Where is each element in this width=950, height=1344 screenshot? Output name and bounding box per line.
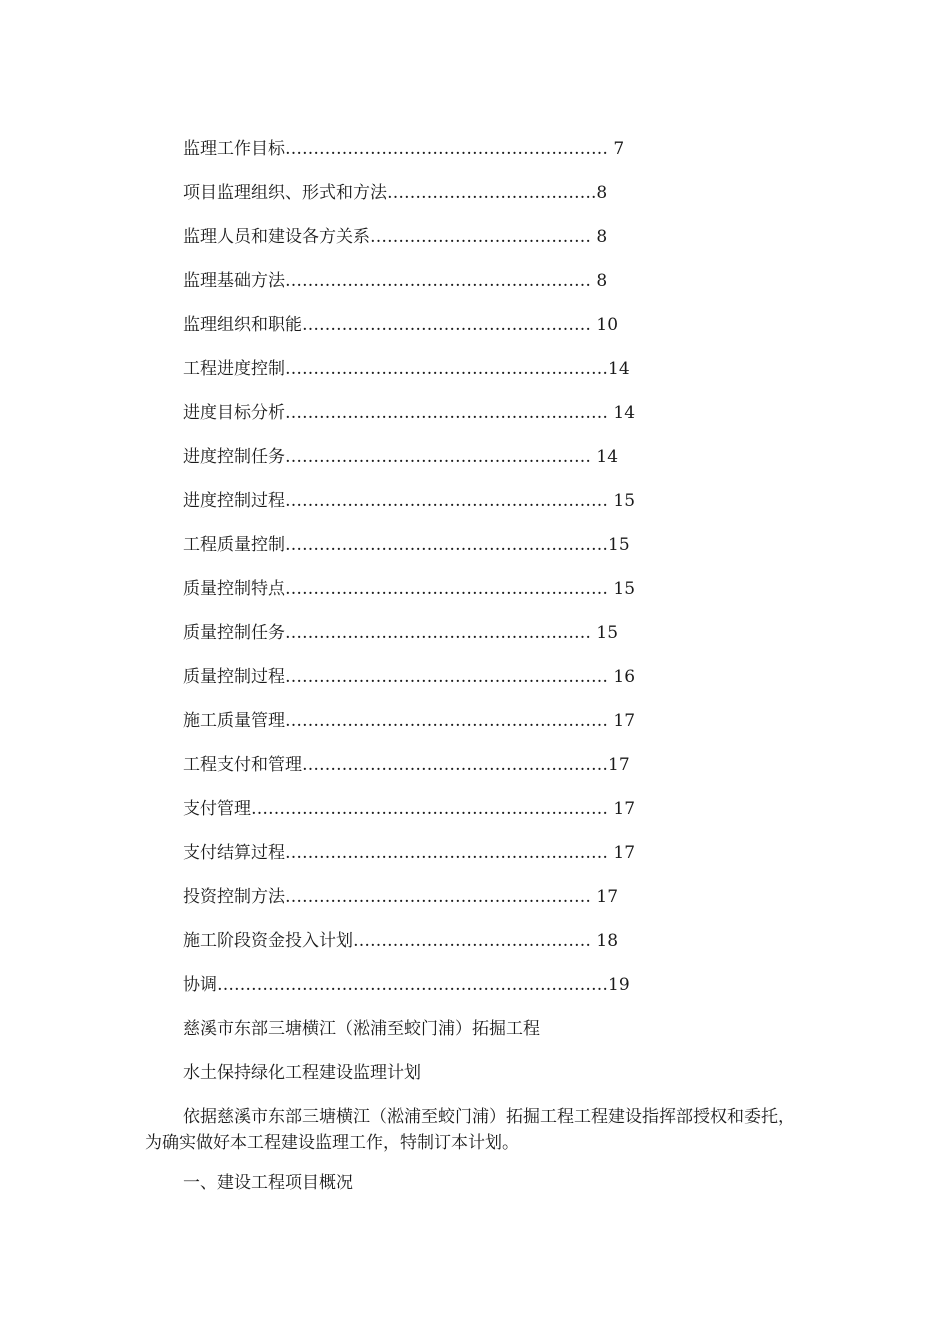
toc-entry-quality-control-features[interactable]: 质量控制特点………………………………………………… 15 [183, 579, 636, 599]
toc-entry-basic-methods[interactable]: 监理基础方法……………………………………………… 8 [183, 271, 608, 291]
intro-paragraph: 依据慈溪市东部三塘横江（淞浦至蛟门浦）拓掘工程工程建设指挥部授权和委托，为确实做好本工程建设监理工作，特制订本计划。 [145, 1107, 795, 1153]
toc-entry-quality-control-process[interactable]: 质量控制过程………………………………………………… 16 [183, 667, 636, 687]
document-title-line-2: 水土保持绿化工程建设监理计划 [183, 1063, 421, 1083]
document-title-line-1: 慈溪市东部三塘横江（淞浦至蛟门浦）拓掘工程 [183, 1019, 540, 1039]
toc-entry-quality-control-tasks[interactable]: 质量控制任务……………………………………………… 15 [183, 623, 619, 643]
toc-entry-work-goals[interactable]: 监理工作目标………………………………………………… 7 [183, 139, 625, 159]
toc-entry-payment[interactable]: 支付管理……………………………………………………… 17 [183, 799, 636, 819]
toc-entry-progress-goal-analysis[interactable]: 进度目标分析………………………………………………… 14 [183, 403, 636, 423]
toc-entry-progress-control[interactable]: 工程进度控制…………………………………………………14 [183, 359, 630, 379]
toc-entry-personnel-relations[interactable]: 监理人员和建设各方关系………………………………… 8 [183, 227, 608, 247]
toc-entry-funding-plan[interactable]: 施工阶段资金投入计划…………………………………… 18 [183, 931, 619, 951]
toc-entry-progress-control-tasks[interactable]: 进度控制任务……………………………………………… 14 [183, 447, 619, 467]
toc-entry-payment-management[interactable]: 工程支付和管理………………………………………………17 [183, 755, 630, 775]
toc-entry-organization-duties[interactable]: 监理组织和职能…………………………………………… 10 [183, 315, 619, 335]
section-heading: 一、建设工程项目概况 [183, 1173, 353, 1193]
toc-entry-organization-form-method[interactable]: 项目监理组织、形式和方法……………………………….8 [183, 183, 608, 203]
toc-entry-investment-control-method[interactable]: 投资控制方法……………………………………………… 17 [183, 887, 619, 907]
toc-entry-quality-control[interactable]: 工程质量控制…………………………………………………15 [183, 535, 630, 555]
toc-entry-coordination[interactable]: 协调……………………………………………………………19 [183, 975, 630, 995]
toc-entry-construction-quality-management[interactable]: 施工质量管理………………………………………………… 17 [183, 711, 636, 731]
toc-entry-progress-control-process[interactable]: 进度控制过程………………………………………………… 15 [183, 491, 636, 511]
toc-entry-settlement-process[interactable]: 支付结算过程………………………………………………… 17 [183, 843, 636, 863]
